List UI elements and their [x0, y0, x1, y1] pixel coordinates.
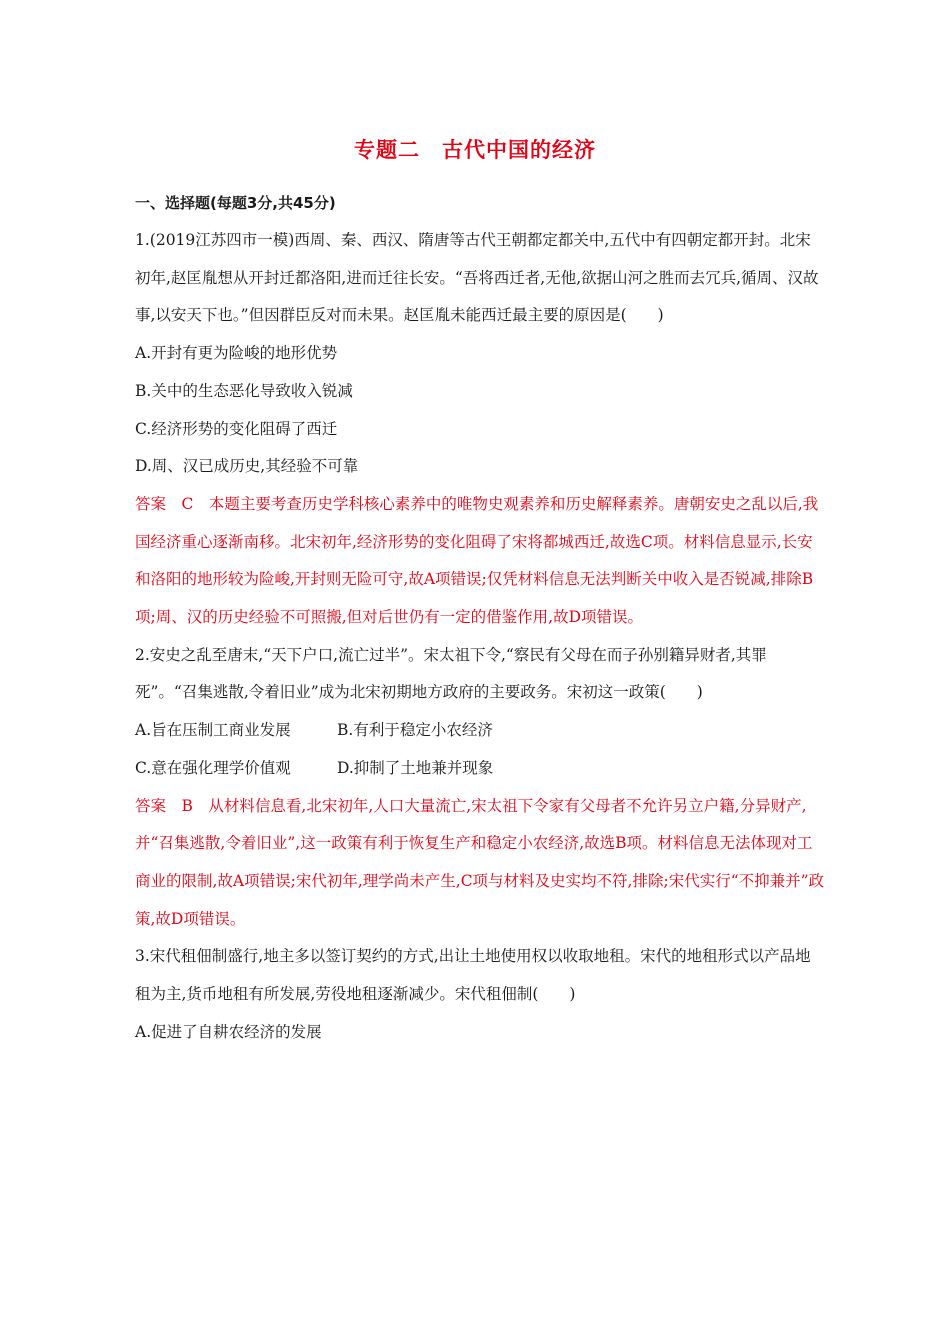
question-stem: 2.安史之乱至唐末,“天下户口,流亡过半”。宋太祖下令,“察民有父母在而子孙别籍异财者,其罪死”。“召集逃散,令着旧业”成为北宋初期地方政府的主要政务。宋初这一政策( ): [135, 645, 767, 702]
question-stem: 3.宋代租佃制盛行,地主多以签订契约的方式,出让土地使用权以收取地租。宋代的地租形式以产品地租为主,货币地租有所发展,劳役地租逐渐减少。宋代租佃制( ): [135, 947, 811, 1004]
option: B.有利于稳定小农经济: [337, 721, 493, 740]
question-stem: 1.(2019江苏四市一模)西周、秦、西汉、隋唐等古代王朝都定都关中,五代中有四朝定都开封。北宋初年,赵匡胤想从开封迁都洛阳,进而迁往长安。“吾将西迁者,无他,欲据山河之胜而去冗兵,循周、汉故事,以安天下也。”但因群臣反对而未果。赵匡胤未能西迁最主要的原因是( ): [135, 231, 819, 325]
option: D.抑制了土地兼并现象: [337, 758, 494, 777]
option: D.周、汉已成历史,其经验不可靠: [135, 457, 359, 476]
option-row: [135, 750, 825, 788]
section-heading: 一、选择题(每题3分,共45分): [135, 194, 336, 212]
answer-explanation: 答案 B 从材料信息看,北宋初年,人口大量流亡,宋太祖下令家有父母者不允许另立户籍,分异财产,并“召集逃散,令着旧业”,这一政策有利于恢复生产和稳定小农经济,故选B项。材料信息无法体现对工商业的限制,故A项错误;宋代初年,理学尚未产生,C项与材料及史实均不符,排除;宋代实行“不抑兼并”政策,故D项错误。: [135, 796, 825, 928]
option: C.经济形势的变化阻碍了西迁: [135, 419, 338, 438]
option: A.旨在压制工商业发展: [135, 721, 291, 740]
option: A.促进了自耕农经济的发展: [135, 1022, 322, 1041]
document-body: [135, 222, 825, 1051]
option-row: [135, 712, 825, 750]
page-title: 专题二 古代中国的经济: [354, 138, 596, 162]
option: C.意在强化理学价值观: [135, 758, 291, 777]
answer-explanation: 答案 C 本题主要考查历史学科核心素养中的唯物史观素养和历史解释素养。唐朝安史之乱以后,我国经济重心逐渐南移。北宋初年,经济形势的变化阻碍了宋将都城西迁,故选C项。材料信息显示,长安和洛阳的地形较为险峻,开封则无险可守,故A项错误;仅凭材料信息无法判断关中收入是否锐减,排除B项;周、汉的历史经验不可照搬,但对后世仍有一定的借鉴作用,故D项错误。: [135, 494, 819, 627]
option: A.开封有更为险峻的地形优势: [135, 344, 338, 363]
option: B.关中的生态恶化导致收入锐减: [135, 381, 353, 400]
